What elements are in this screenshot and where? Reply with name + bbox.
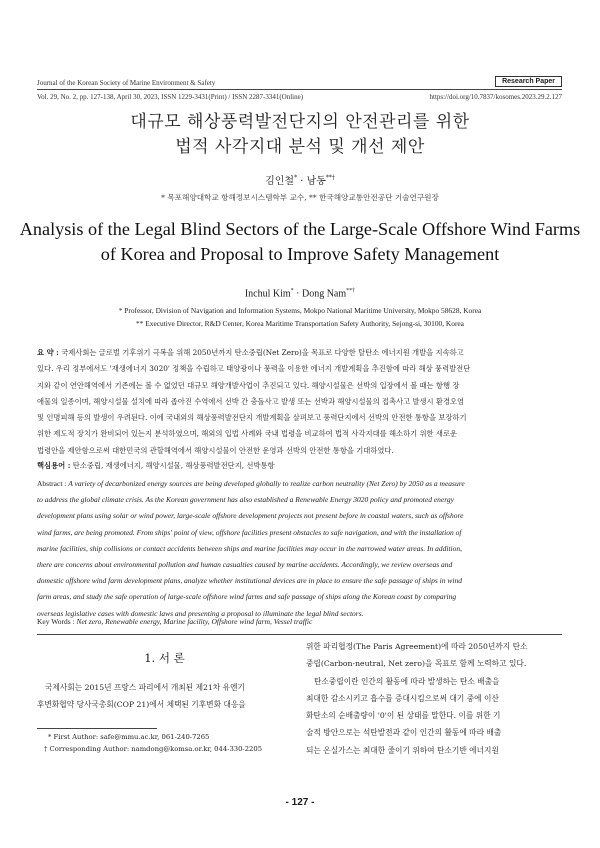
korean-author2-mark: **† <box>325 174 335 182</box>
korean-abstract-line: 위한 제도적 장치가 완비되어 있는지 분석하였으며, 해외의 입법 사례와 국내 법령을 비교하여 법적 사각지대를 해소하기 위한 새로운 <box>37 429 458 439</box>
korean-abstract-line: 지와 같이 연안해역에서 기존에는 볼 수 없었던 대규모 해양개발사업이 추진되고 있다. 해양시설물은 선박의 입장에서 볼 때는 항행 장 <box>37 380 460 390</box>
korean-authors <box>0 172 600 187</box>
english-author1: Inchul Kim <box>244 288 291 300</box>
body-line: 되는 온실가스는 최대한 줄이기 위하여 탄소기반 에너지원 <box>306 745 499 755</box>
body-line: 최대한 감소시키고 흡수를 증대시킴으로써 대기 중에 이산 <box>306 693 499 703</box>
footnote-rule <box>37 728 157 729</box>
english-title-line2: of Korea and Proposal to Improve Safety Management <box>100 244 500 264</box>
doi-link[interactable]: https://doi.org/10.7837/kosomes.2023.29.2.127 <box>429 93 562 101</box>
footnote-corresponding-author: † Corresponding Author: namdong@komsa.or.kr, 044-330-2205 <box>44 745 263 753</box>
english-abstract-line: there are concerns about environmental pollution and human casualties caused by marine accidents. Accordingly, we review overseas and <box>37 560 453 570</box>
korean-abstract-line: 국제사회는 글로벌 기후위기 극복을 위해 2050년까지 탄소중립(Net Zero)을 목표로 다양한 탈탄소 에너지원 개발을 지속하고 <box>61 348 464 357</box>
english-abstract-line: domestic offshore wind farm development plans, analyze whether institutional devices are in place to ensure the safe passage of ships in wind <box>37 576 462 586</box>
korean-abstract <box>37 345 563 459</box>
korean-keywords-label: 핵심용어 : <box>37 461 71 470</box>
section-divider <box>37 634 562 635</box>
korean-abstract-line: 애물의 일종이며, 해양시설물 설치에 따라 좁아진 수역에서 선박 간 충돌사고 발생 또는 선박과 해양시설물의 접촉사고 발생시 환경오염 <box>37 396 465 406</box>
korean-abstract-label: 요 약 : <box>37 348 59 357</box>
korean-abstract-line: 및 인명피해 등의 발생이 우려된다. 이에 국내외의 해상풍력발전단지 개발계획을 살펴보고 풍력단지에서 선박의 안전한 통항을 보장하기 <box>37 413 467 423</box>
english-keywords-label: Key Words : <box>37 617 75 626</box>
english-abstract-label: Abstract : <box>37 479 67 488</box>
body-line: 탄소중립이란 인간의 활동에 따라 발생하는 탄소 배출을 <box>314 676 500 686</box>
english-abstract-line: wind farms, are being promoted. From ships' point of view, offshore facilities present obstacles to safe navigation, and with the installation of <box>37 527 462 537</box>
korean-affiliation: * 목포해양대학교 항해정보시스템학부 교수, ** 한국해양교통안전공단 기술연구원장 <box>161 193 439 202</box>
english-abstract-line: development plans using solar or wind power, large-scale offshore development projects not present before in coastal waters, such as offshore <box>37 511 464 521</box>
korean-abstract-line: 법령안을 제안함으로써 대한민국의 관할해역에서 해양시설물이 안전한 운영과 선박의 안전한 통항을 기대하였다. <box>37 445 394 455</box>
body-line: 위한 파리협정(The Paris Agreement)에 따라 2050년까지 탄소 <box>306 642 528 651</box>
english-author1-mark: * <box>290 288 294 294</box>
korean-keywords <box>37 458 275 474</box>
korean-keywords-text: 탄소중립, 재생에너지, 해양시설물, 해상풍력발전단지, 선박통항 <box>72 461 275 470</box>
english-keywords-text: Net zero, Renewable energy, Marine facility, Offshore wind farm, Vessel traffic <box>76 617 313 626</box>
body-line: 화탄소의 순배출량이 '0'이 된 상태를 말한다. 이를 위한 기 <box>306 711 501 721</box>
korean-abstract-line: 있다. 우리 정부에서도 '재생에너지 3020' 정책을 수립하고 태양광이나 풍력을 이용한 에너지 개발계획을 추진함에 따라 해상 풍력발전단 <box>37 364 471 374</box>
english-affiliation-2: ** Executive Director, R&D Center, Korea Maritime Transportation Safety Authority, Sejong-si, 30100, Korea <box>136 319 464 328</box>
english-abstract <box>37 476 563 622</box>
research-paper-badge: Research Paper <box>495 76 562 87</box>
right-column-body <box>306 638 563 759</box>
page-number: - 127 - <box>285 797 315 808</box>
korean-title-line2: 법적 사각지대 분석 및 개선 제안 <box>175 137 425 157</box>
body-line: 후변화협약 당사국총회(COP 21)에서 체택된 기후변화 대응을 <box>37 700 246 710</box>
english-abstract-line: A variety of decarbonized energy sources are being developed globally to realize carbon neutrality (Net Zero) by 2050 as a measure <box>68 479 465 488</box>
english-abstract-line: marine facilities, ship collisions or contact accidents between ships and marine facilities may occur in the narrowed water areas. In addition, <box>37 543 463 553</box>
english-authors <box>0 288 600 299</box>
english-author2: · Dong Nam <box>293 288 347 300</box>
body-line: 중립(Carbon-neutral, Net zero)을 목표로 함께 노력하고 있다. <box>306 659 527 669</box>
korean-title-line1: 대규모 해상풍력발전단지의 안전관리를 위한 <box>130 112 470 132</box>
section-heading: 1. 서 론 <box>144 651 185 665</box>
english-abstract-line: to address the global climate crisis. As the Korean government has also established a Renewable Energy 3020 policy and promoted energy <box>37 495 454 505</box>
english-abstract-line: overseas legislative cases with domestic laws and presenting a proposal to illuminate the legal blind sectors. <box>37 608 364 618</box>
footnote-first-author: * First Author: safe@mmu.ac.kr, 061-240-7265 <box>48 733 210 741</box>
left-column-body <box>37 679 292 714</box>
citation: Vol. 29, No. 2, pp. 127-138, April 30, 2023, ISSN 1229-3431(Print) / ISSN 2287-3341(Online) <box>37 93 304 101</box>
korean-author2: · 남동 <box>297 176 326 187</box>
english-title-line1: Analysis of the Legal Blind Sectors of the Large-Scale Offshore Wind Farms <box>19 219 581 239</box>
english-abstract-line: farm areas, and study the safe operation of large-scale offshore wind farms and safe passage of ships along the Korean coast by comparing <box>37 592 457 602</box>
header-rule <box>37 89 562 90</box>
body-line: 술적 방안으로는 석탄발전과 같이 인간의 활동에 따라 배출 <box>306 728 502 738</box>
journal-name: Journal of the Korean Society of Marine Environment & Safety <box>37 79 216 87</box>
korean-author1: 김인철 <box>265 176 295 187</box>
body-line: 국제사회는 2015년 프랑스 파리에서 개최된 제21차 유엔기 <box>45 683 245 692</box>
english-author2-mark: **† <box>346 288 356 294</box>
english-affiliation-1: * Professor, Division of Navigation and Information Systems, Mokpo National Maritime University, Mokpo 58628, Korea <box>118 306 482 315</box>
korean-author1-mark: * <box>294 174 298 182</box>
english-keywords <box>37 614 312 630</box>
